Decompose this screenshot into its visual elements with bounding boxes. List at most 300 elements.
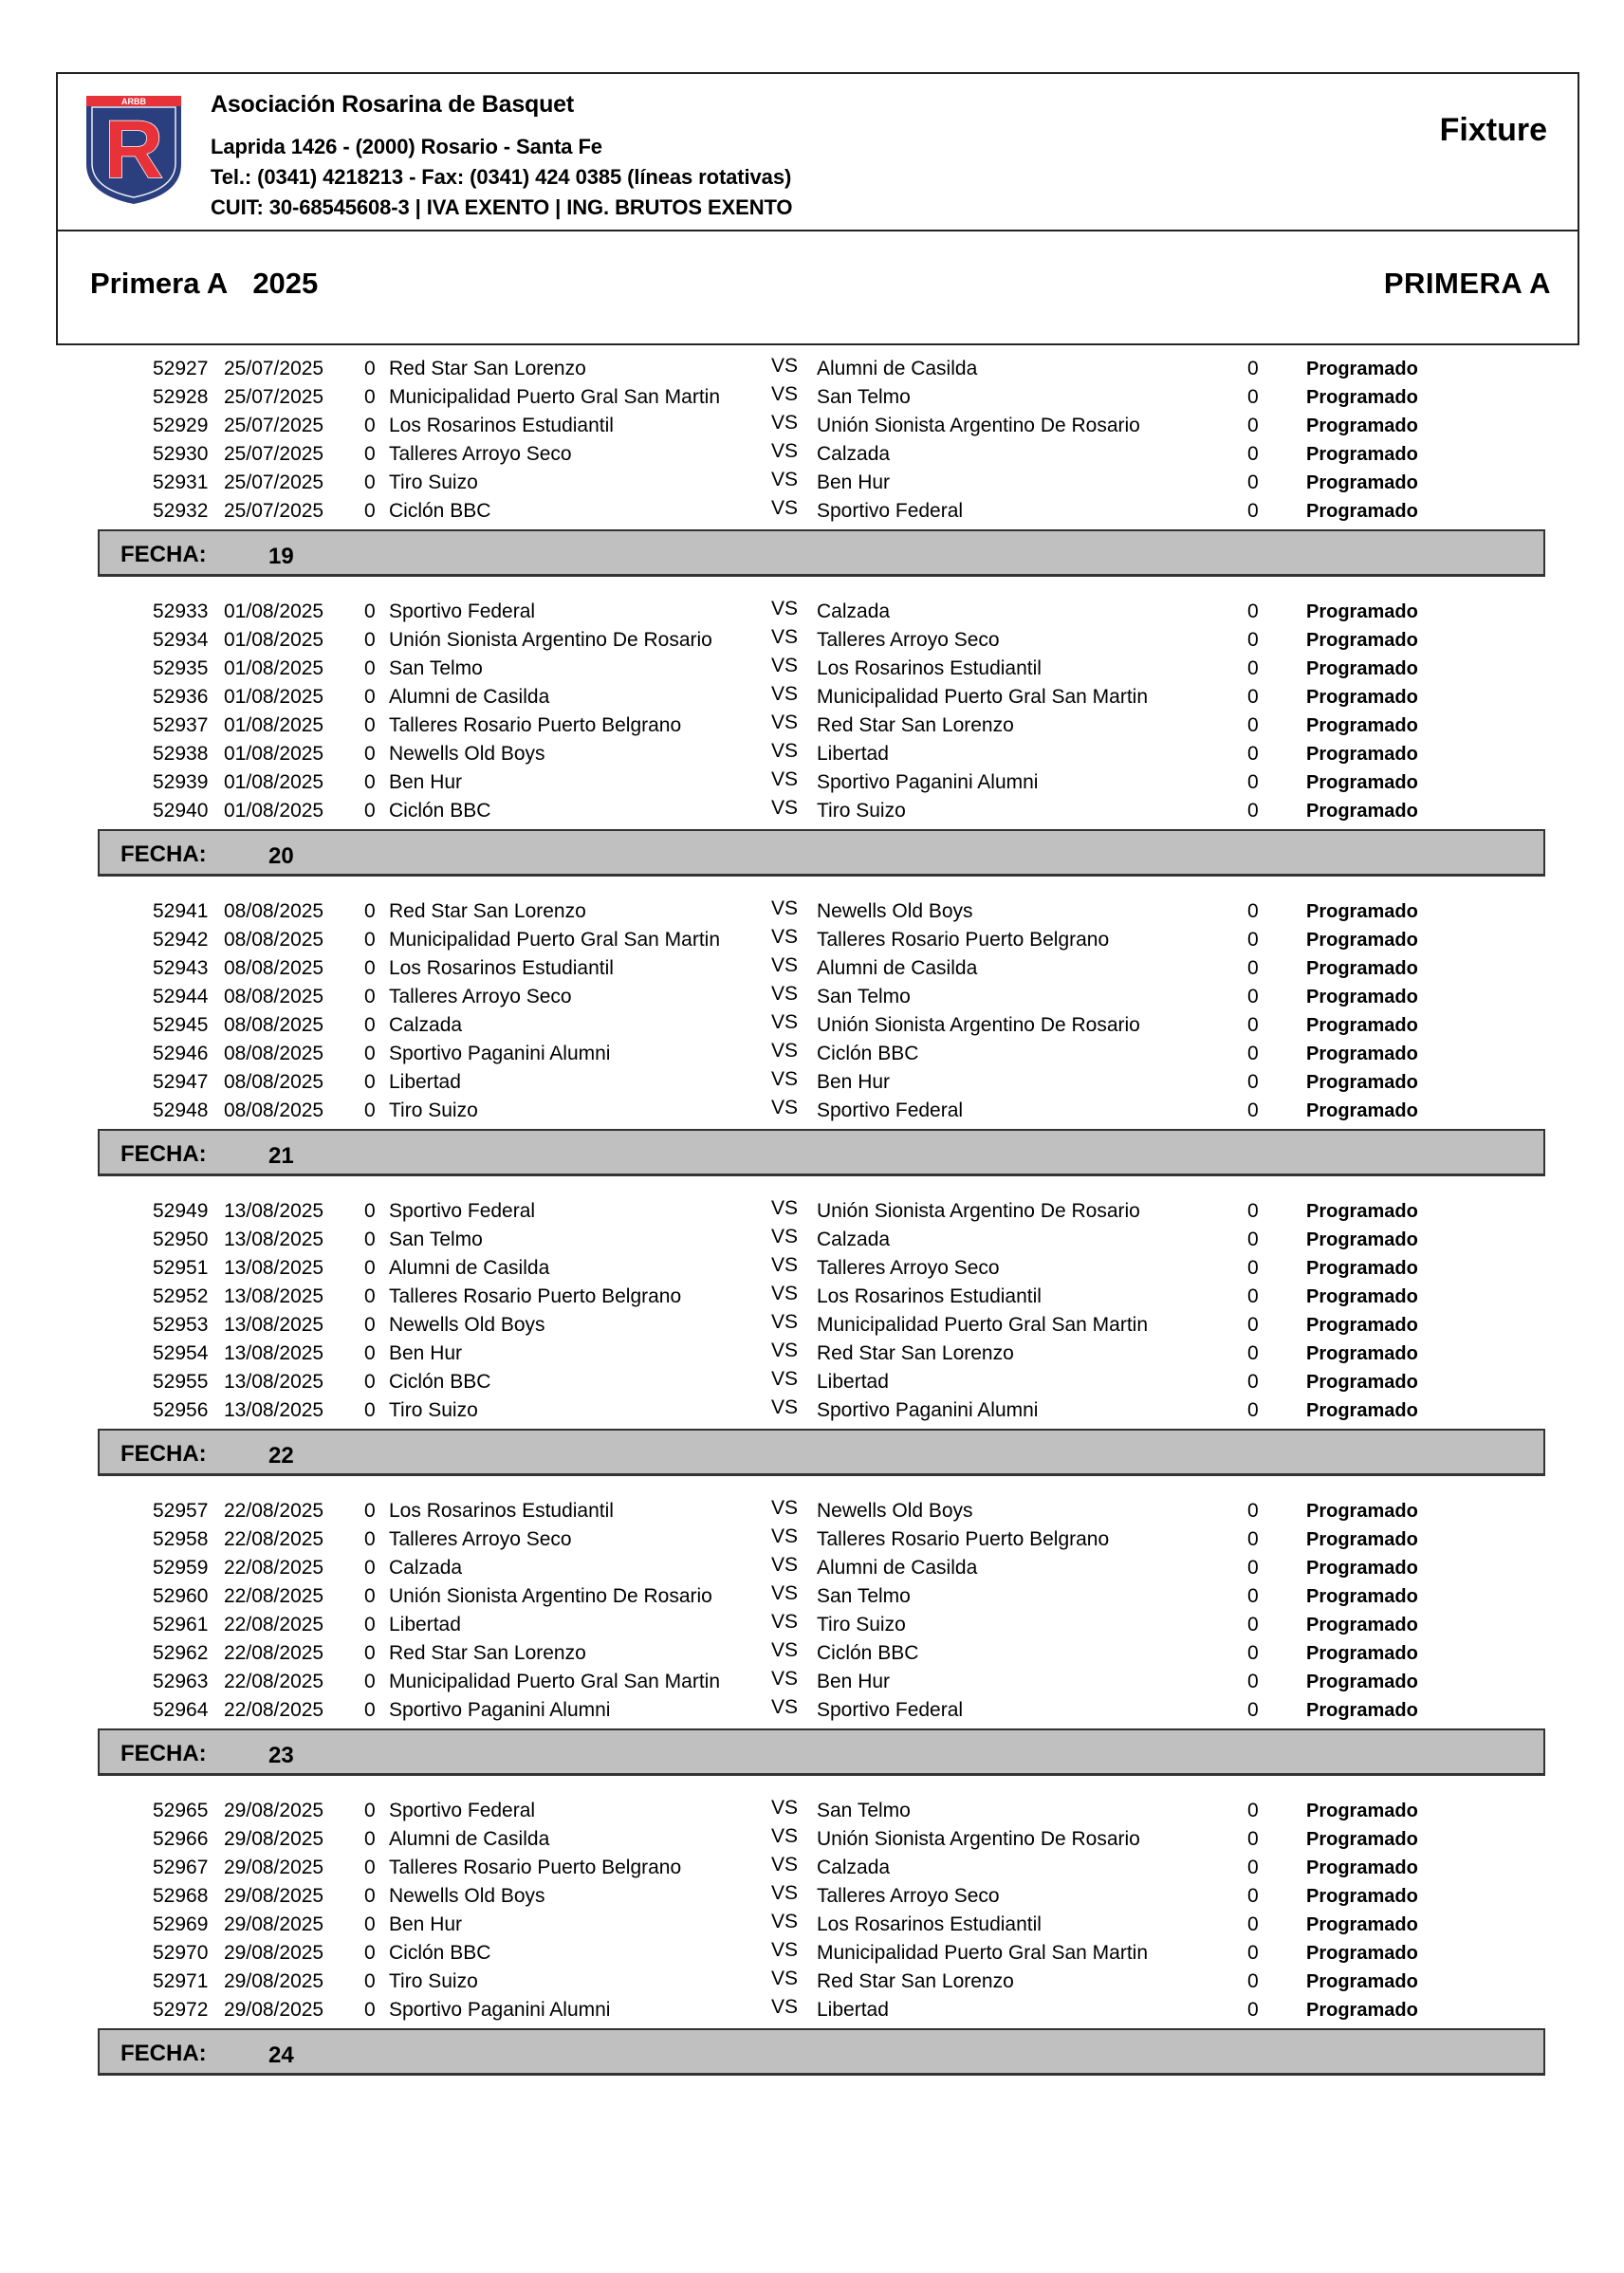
- match-date: 29/08/2025: [224, 1885, 324, 1907]
- away-team: Calzada: [817, 1229, 891, 1250]
- match-id: 52930: [153, 443, 209, 465]
- away-team: Sportivo Paganini Alumni: [817, 771, 1039, 793]
- match-date: 22/08/2025: [224, 1614, 324, 1635]
- home-team: Alumni de Casilda: [389, 1828, 550, 1850]
- versus-label: VS: [771, 1368, 799, 1390]
- match-date: 01/08/2025: [224, 771, 324, 793]
- versus-label: VS: [771, 440, 799, 462]
- match-id: 52933: [153, 601, 209, 622]
- home-team: Talleres Rosario Puerto Belgrano: [389, 1285, 682, 1307]
- home-score: 0: [364, 1913, 376, 1935]
- match-date: 22/08/2025: [224, 1500, 324, 1522]
- away-score: 0: [1247, 1257, 1259, 1279]
- match-id: 52959: [153, 1557, 209, 1579]
- match-status: Programado: [1306, 1700, 1418, 1721]
- home-team: Unión Sionista Argentino De Rosario: [389, 629, 712, 651]
- versus-label: VS: [771, 1396, 799, 1418]
- away-score: 0: [1247, 601, 1259, 622]
- match-id: 52957: [153, 1500, 209, 1522]
- match-status: Programado: [1306, 1258, 1418, 1279]
- away-team: Libertad: [817, 1999, 889, 2021]
- match-date: 13/08/2025: [224, 1200, 324, 1222]
- versus-label: VS: [771, 1197, 799, 1219]
- match-date: 22/08/2025: [224, 1699, 324, 1721]
- home-score: 0: [364, 1342, 376, 1364]
- match-date: 29/08/2025: [224, 1857, 324, 1878]
- match-id: 52964: [153, 1699, 209, 1721]
- match-row: [0, 1939, 1624, 1968]
- match-id: 52948: [153, 1100, 209, 1121]
- home-team: Talleres Arroyo Seco: [389, 443, 572, 465]
- away-score: 0: [1247, 629, 1259, 651]
- match-status: Programado: [1306, 687, 1418, 708]
- match-status: Programado: [1306, 772, 1418, 793]
- versus-label: VS: [771, 711, 799, 733]
- away-score: 0: [1247, 957, 1259, 979]
- match-date: 22/08/2025: [224, 1528, 324, 1550]
- match-row: [0, 1696, 1624, 1725]
- match-row: [0, 1396, 1624, 1425]
- away-score: 0: [1247, 657, 1259, 679]
- home-team: Red Star San Lorenzo: [389, 358, 586, 379]
- match-row: [0, 797, 1624, 825]
- home-team: Red Star San Lorenzo: [389, 900, 586, 922]
- away-score: 0: [1247, 1285, 1259, 1307]
- away-score: 0: [1247, 1942, 1259, 1964]
- home-score: 0: [364, 1699, 376, 1721]
- away-score: 0: [1247, 1970, 1259, 1992]
- away-score: 0: [1247, 1557, 1259, 1579]
- match-date: 01/08/2025: [224, 800, 324, 822]
- away-team: Red Star San Lorenzo: [817, 1970, 1014, 1992]
- home-score: 0: [364, 1071, 376, 1093]
- home-team: Newells Old Boys: [389, 1885, 545, 1907]
- competition-name: Primera A: [90, 267, 229, 300]
- home-team: Ben Hur: [389, 1913, 463, 1935]
- away-score: 0: [1247, 1828, 1259, 1850]
- away-team: Unión Sionista Argentino De Rosario: [817, 1014, 1140, 1036]
- versus-label: VS: [771, 1554, 799, 1576]
- home-score: 0: [364, 1399, 376, 1421]
- match-row: [0, 711, 1624, 740]
- home-score: 0: [364, 1229, 376, 1250]
- home-team: Tiro Suizo: [389, 1100, 478, 1121]
- versus-label: VS: [771, 797, 799, 819]
- versus-label: VS: [771, 1939, 799, 1961]
- match-status: Programado: [1306, 930, 1418, 951]
- away-score: 0: [1247, 443, 1259, 465]
- fecha-block: [0, 1797, 1624, 2024]
- versus-label: VS: [771, 655, 799, 676]
- away-team: Sportivo Paganini Alumni: [817, 1399, 1039, 1421]
- match-date: 08/08/2025: [224, 1071, 324, 1093]
- match-date: 08/08/2025: [224, 1014, 324, 1036]
- home-score: 0: [364, 1557, 376, 1579]
- away-team: Unión Sionista Argentino De Rosario: [817, 415, 1140, 436]
- fecha-number: 23: [268, 1743, 294, 1768]
- match-date: 25/07/2025: [224, 500, 324, 522]
- away-score: 0: [1247, 1314, 1259, 1336]
- away-team: Tiro Suizo: [817, 1614, 906, 1635]
- home-team: Los Rosarinos Estudiantil: [389, 1500, 614, 1522]
- away-score: 0: [1247, 1043, 1259, 1064]
- match-row: [0, 1882, 1624, 1911]
- match-row: [0, 598, 1624, 626]
- competition-title: [90, 267, 318, 301]
- away-score: 0: [1247, 1399, 1259, 1421]
- home-team: Libertad: [389, 1614, 461, 1635]
- home-score: 0: [364, 929, 376, 951]
- versus-label: VS: [771, 1582, 799, 1604]
- fecha-label: FECHA:: [120, 1141, 207, 1167]
- match-id: 52971: [153, 1970, 209, 1992]
- away-team: Unión Sionista Argentino De Rosario: [817, 1200, 1140, 1222]
- match-row: [0, 740, 1624, 768]
- away-score: 0: [1247, 1528, 1259, 1550]
- away-score: 0: [1247, 358, 1259, 379]
- fixture-list: [0, 355, 1624, 2097]
- home-team: Libertad: [389, 1071, 461, 1093]
- versus-label: VS: [771, 1825, 799, 1847]
- away-team: Red Star San Lorenzo: [817, 1342, 1014, 1364]
- fecha-label: FECHA:: [120, 542, 207, 567]
- versus-label: VS: [771, 1254, 799, 1276]
- away-score: 0: [1247, 1800, 1259, 1821]
- fecha-header-bar: [98, 529, 1545, 577]
- match-row: [0, 1525, 1624, 1554]
- home-team: Talleres Arroyo Seco: [389, 1528, 572, 1550]
- away-score: 0: [1247, 1614, 1259, 1635]
- away-score: 0: [1247, 1999, 1259, 2021]
- match-date: 13/08/2025: [224, 1342, 324, 1364]
- home-score: 0: [364, 1014, 376, 1036]
- match-status: Programado: [1306, 1643, 1418, 1664]
- home-team: Los Rosarinos Estudiantil: [389, 957, 614, 979]
- away-team: Calzada: [817, 443, 891, 465]
- match-status: Programado: [1306, 1044, 1418, 1064]
- fecha-label: FECHA:: [120, 1741, 207, 1766]
- home-score: 0: [364, 1285, 376, 1307]
- home-team: Sportivo Federal: [389, 601, 536, 622]
- match-date: 22/08/2025: [224, 1671, 324, 1692]
- home-team: Calzada: [389, 1014, 463, 1036]
- versus-label: VS: [771, 983, 799, 1005]
- fecha-label: FECHA:: [120, 1441, 207, 1467]
- match-status: Programado: [1306, 630, 1418, 651]
- match-status: Programado: [1306, 1829, 1418, 1850]
- match-date: 29/08/2025: [224, 1913, 324, 1935]
- match-id: 52934: [153, 629, 209, 651]
- match-id: 52951: [153, 1257, 209, 1279]
- versus-label: VS: [771, 383, 799, 405]
- home-team: Los Rosarinos Estudiantil: [389, 415, 614, 436]
- versus-label: VS: [771, 355, 799, 377]
- match-date: 08/08/2025: [224, 900, 324, 922]
- away-score: 0: [1247, 1342, 1259, 1364]
- home-team: Sportivo Paganini Alumni: [389, 1699, 611, 1721]
- match-status: Programado: [1306, 958, 1418, 979]
- match-row: [0, 655, 1624, 683]
- match-row: [0, 626, 1624, 655]
- home-team: Talleres Arroyo Seco: [389, 986, 572, 1007]
- match-status: Programado: [1306, 1372, 1418, 1393]
- match-id: 52967: [153, 1857, 209, 1878]
- away-score: 0: [1247, 1229, 1259, 1250]
- match-id: 52952: [153, 1285, 209, 1307]
- match-row: [0, 1797, 1624, 1825]
- match-status: Programado: [1306, 1672, 1418, 1692]
- home-score: 0: [364, 1257, 376, 1279]
- away-team: Los Rosarinos Estudiantil: [817, 657, 1042, 679]
- fecha-header-bar: [98, 1129, 1545, 1176]
- match-date: 01/08/2025: [224, 714, 324, 736]
- match-id: 52929: [153, 415, 209, 436]
- versus-label: VS: [771, 1068, 799, 1090]
- away-team: Los Rosarinos Estudiantil: [817, 1285, 1042, 1307]
- match-status: Programado: [1306, 987, 1418, 1007]
- match-id: 52969: [153, 1913, 209, 1935]
- match-date: 08/08/2025: [224, 986, 324, 1007]
- versus-label: VS: [771, 768, 799, 790]
- competition-year: 2025: [252, 267, 319, 300]
- match-id: 52946: [153, 1043, 209, 1064]
- versus-label: VS: [771, 1882, 799, 1904]
- match-status: Programado: [1306, 1801, 1418, 1821]
- home-team: Tiro Suizo: [389, 471, 478, 493]
- match-status: Programado: [1306, 1971, 1418, 1992]
- away-score: 0: [1247, 1642, 1259, 1664]
- match-date: 13/08/2025: [224, 1399, 324, 1421]
- match-id: 52956: [153, 1399, 209, 1421]
- organization-address: Laprida 1426 - (2000) Rosario - Santa Fe: [211, 135, 602, 158]
- competition-category: PRIMERA A: [1383, 267, 1551, 300]
- match-row: [0, 440, 1624, 469]
- home-score: 0: [364, 657, 376, 679]
- away-team: Sportivo Federal: [817, 1699, 964, 1721]
- away-team: Calzada: [817, 601, 891, 622]
- match-status: Programado: [1306, 444, 1418, 465]
- match-row: [0, 983, 1624, 1011]
- versus-label: VS: [771, 1040, 799, 1062]
- arbb-logo-icon: [84, 96, 183, 206]
- match-id: 52945: [153, 1014, 209, 1036]
- match-row: [0, 1197, 1624, 1226]
- match-row: [0, 1582, 1624, 1611]
- away-score: 0: [1247, 1100, 1259, 1121]
- match-date: 29/08/2025: [224, 1999, 324, 2021]
- match-id: 52953: [153, 1314, 209, 1336]
- away-team: Municipalidad Puerto Gral San Martin: [817, 1314, 1149, 1336]
- home-team: Sportivo Paganini Alumni: [389, 1043, 611, 1064]
- match-row: [0, 1825, 1624, 1854]
- match-row: [0, 1554, 1624, 1582]
- match-row: [0, 1996, 1624, 2024]
- home-score: 0: [364, 1614, 376, 1635]
- home-team: Sportivo Paganini Alumni: [389, 1999, 611, 2021]
- match-status: Programado: [1306, 387, 1418, 408]
- match-date: 29/08/2025: [224, 1800, 324, 1821]
- match-row: [0, 1011, 1624, 1040]
- match-row: [0, 1668, 1624, 1696]
- match-date: 25/07/2025: [224, 358, 324, 379]
- versus-label: VS: [771, 497, 799, 519]
- match-date: 08/08/2025: [224, 957, 324, 979]
- match-status: Programado: [1306, 1914, 1418, 1935]
- home-score: 0: [364, 800, 376, 822]
- match-id: 52936: [153, 686, 209, 708]
- match-row: [0, 355, 1624, 383]
- versus-label: VS: [771, 626, 799, 648]
- away-team: Libertad: [817, 1371, 889, 1393]
- versus-label: VS: [771, 1668, 799, 1690]
- match-date: 25/07/2025: [224, 443, 324, 465]
- match-id: 52968: [153, 1885, 209, 1907]
- match-date: 01/08/2025: [224, 629, 324, 651]
- versus-label: VS: [771, 740, 799, 762]
- home-team: Newells Old Boys: [389, 743, 545, 765]
- away-team: Talleres Arroyo Seco: [817, 1885, 1000, 1907]
- match-id: 52947: [153, 1071, 209, 1093]
- match-row: [0, 1040, 1624, 1068]
- away-score: 0: [1247, 1500, 1259, 1522]
- home-score: 0: [364, 386, 376, 408]
- fecha-header-bar: [98, 1429, 1545, 1476]
- home-score: 0: [364, 1885, 376, 1907]
- fecha-number: 22: [268, 1443, 294, 1469]
- home-score: 0: [364, 500, 376, 522]
- match-id: 52944: [153, 986, 209, 1007]
- fecha-block: [0, 897, 1624, 1125]
- match-row: [0, 897, 1624, 926]
- away-score: 0: [1247, 1200, 1259, 1222]
- match-row: [0, 1968, 1624, 1996]
- home-score: 0: [364, 1828, 376, 1850]
- home-score: 0: [364, 986, 376, 1007]
- match-date: 01/08/2025: [224, 743, 324, 765]
- away-team: Calzada: [817, 1857, 891, 1878]
- home-score: 0: [364, 743, 376, 765]
- away-team: Newells Old Boys: [817, 1500, 973, 1522]
- home-score: 0: [364, 1671, 376, 1692]
- home-score: 0: [364, 1999, 376, 2021]
- home-score: 0: [364, 1371, 376, 1393]
- match-status: Programado: [1306, 501, 1418, 522]
- versus-label: VS: [771, 469, 799, 490]
- fecha-number: 21: [268, 1143, 294, 1169]
- fecha-header-bar: [98, 829, 1545, 877]
- away-team: Ciclón BBC: [817, 1043, 919, 1064]
- away-team: Alumni de Casilda: [817, 1557, 978, 1579]
- versus-label: VS: [771, 1340, 799, 1361]
- away-score: 0: [1247, 415, 1259, 436]
- match-id: 52928: [153, 386, 209, 408]
- match-row: [0, 683, 1624, 711]
- match-status: Programado: [1306, 1400, 1418, 1421]
- away-team: Tiro Suizo: [817, 800, 906, 822]
- home-team: Ciclón BBC: [389, 1371, 491, 1393]
- organization-name: Asociación Rosarina de Basquet: [211, 91, 575, 118]
- match-status: Programado: [1306, 472, 1418, 493]
- fecha-number: 19: [268, 544, 294, 569]
- home-score: 0: [364, 1942, 376, 1964]
- home-team: Ciclón BBC: [389, 1942, 491, 1964]
- home-score: 0: [364, 1585, 376, 1607]
- match-date: 13/08/2025: [224, 1229, 324, 1250]
- home-team: Tiro Suizo: [389, 1399, 478, 1421]
- match-date: 29/08/2025: [224, 1970, 324, 1992]
- match-status: Programado: [1306, 901, 1418, 922]
- organization-header: [58, 74, 1578, 231]
- match-id: 52942: [153, 929, 209, 951]
- organization-tax-info: CUIT: 30-68545608-3 | IVA EXENTO | ING. BRUTOS EXENTO: [211, 195, 793, 219]
- fecha-number: 20: [268, 843, 294, 869]
- versus-label: VS: [771, 1854, 799, 1876]
- home-score: 0: [364, 443, 376, 465]
- away-score: 0: [1247, 986, 1259, 1007]
- away-score: 0: [1247, 1913, 1259, 1935]
- home-score: 0: [364, 1642, 376, 1664]
- match-status: Programado: [1306, 1229, 1418, 1250]
- home-team: Unión Sionista Argentino De Rosario: [389, 1585, 712, 1607]
- away-team: Municipalidad Puerto Gral San Martin: [817, 1942, 1149, 1964]
- away-team: San Telmo: [817, 386, 911, 408]
- match-status: Programado: [1306, 359, 1418, 379]
- away-team: Ben Hur: [817, 1071, 891, 1093]
- home-score: 0: [364, 358, 376, 379]
- match-date: 25/07/2025: [224, 415, 324, 436]
- home-score: 0: [364, 686, 376, 708]
- match-date: 29/08/2025: [224, 1942, 324, 1964]
- match-id: 52940: [153, 800, 209, 822]
- versus-label: VS: [771, 683, 799, 705]
- away-score: 0: [1247, 800, 1259, 822]
- home-score: 0: [364, 1200, 376, 1222]
- away-score: 0: [1247, 929, 1259, 951]
- away-team: Talleres Arroyo Seco: [817, 629, 1000, 651]
- match-id: 52932: [153, 500, 209, 522]
- match-id: 52958: [153, 1528, 209, 1550]
- match-date: 13/08/2025: [224, 1257, 324, 1279]
- match-id: 52938: [153, 743, 209, 765]
- versus-label: VS: [771, 1311, 799, 1333]
- away-team: Ciclón BBC: [817, 1642, 919, 1664]
- fecha-label: FECHA:: [120, 841, 207, 867]
- away-score: 0: [1247, 686, 1259, 708]
- match-id: 52965: [153, 1800, 209, 1821]
- match-row: [0, 1097, 1624, 1125]
- match-id: 52927: [153, 358, 209, 379]
- versus-label: VS: [771, 1639, 799, 1661]
- match-row: [0, 497, 1624, 526]
- match-status: Programado: [1306, 416, 1418, 436]
- fecha-header-bar: [98, 2028, 1545, 2076]
- match-id: 52966: [153, 1828, 209, 1850]
- home-team: Municipalidad Puerto Gral San Martin: [389, 386, 721, 408]
- match-date: 22/08/2025: [224, 1642, 324, 1664]
- match-status: Programado: [1306, 1529, 1418, 1550]
- away-team: Red Star San Lorenzo: [817, 714, 1014, 736]
- fecha-block: [0, 355, 1624, 526]
- home-team: Sportivo Federal: [389, 1800, 536, 1821]
- match-status: Programado: [1306, 1586, 1418, 1607]
- match-row: [0, 1368, 1624, 1396]
- home-team: Calzada: [389, 1557, 463, 1579]
- away-team: Talleres Arroyo Seco: [817, 1257, 1000, 1279]
- versus-label: VS: [771, 1611, 799, 1633]
- versus-label: VS: [771, 598, 799, 619]
- away-team: Libertad: [817, 743, 889, 765]
- versus-label: VS: [771, 1911, 799, 1932]
